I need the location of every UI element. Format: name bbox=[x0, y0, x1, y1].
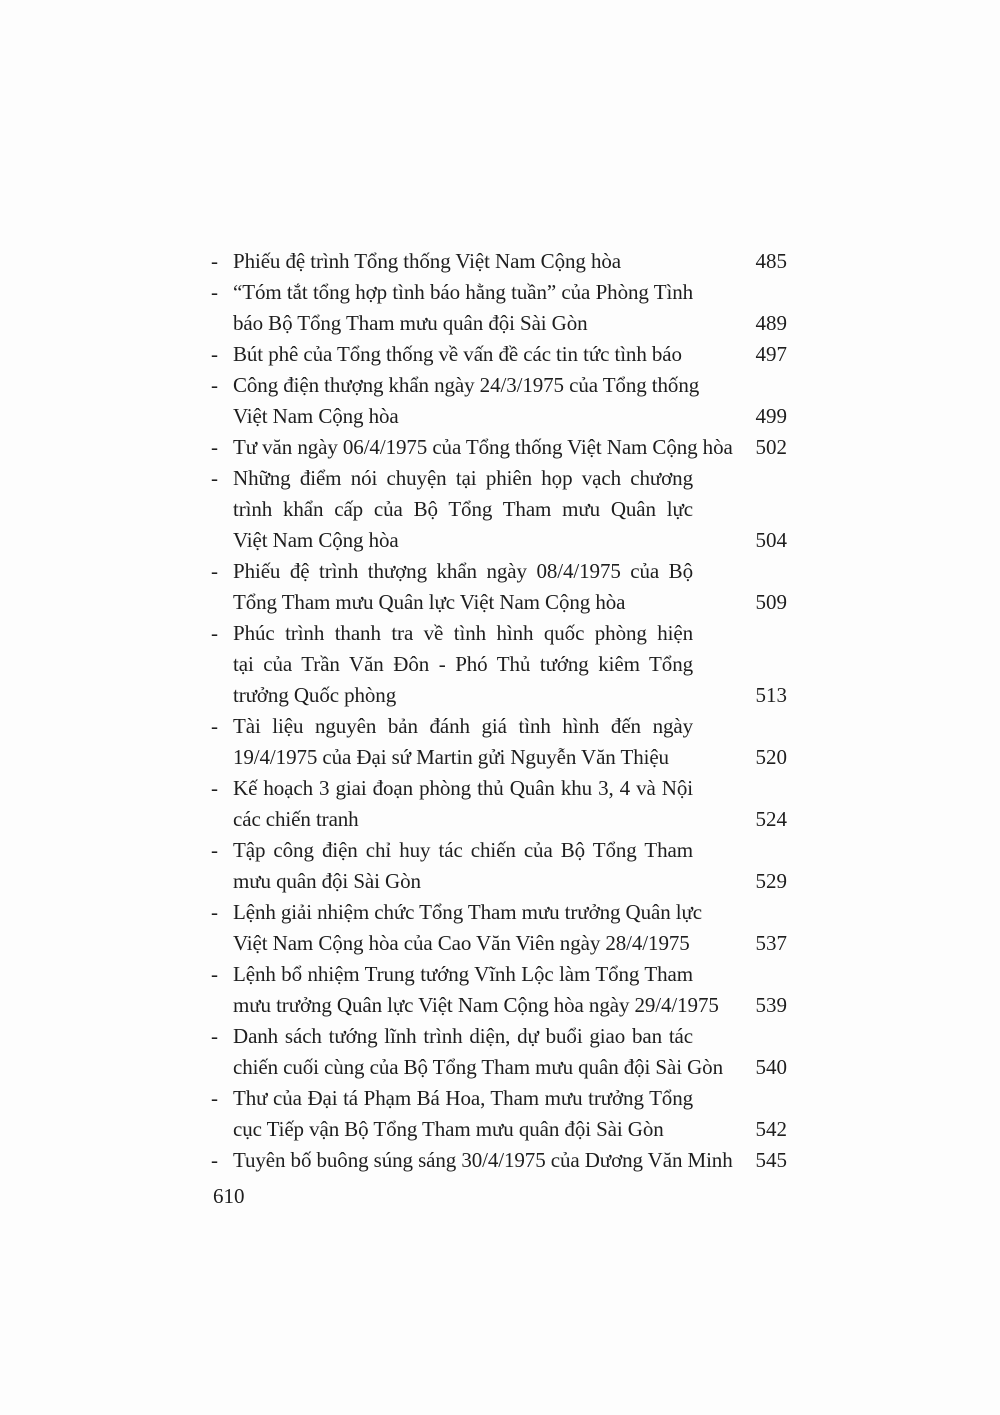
dash-bullet: - bbox=[211, 373, 218, 397]
toc-item-text-line: Danh sách tướng lĩnh trình diện, dự buổi giao ban tác bbox=[233, 1024, 693, 1048]
page-number-ref: 542 bbox=[755, 1117, 787, 1141]
dash-bullet: - bbox=[211, 1024, 218, 1048]
page-number-ref: 524 bbox=[755, 807, 787, 831]
toc-item-text bbox=[233, 1021, 723, 1083]
toc-item-text bbox=[233, 1083, 693, 1145]
toc-item-text bbox=[233, 370, 700, 432]
toc-item bbox=[211, 556, 787, 618]
page-number-ref: 509 bbox=[755, 590, 787, 614]
toc-item-text-line: Công điện thượng khẩn ngày 24/3/1975 của Tổng thống bbox=[233, 373, 700, 397]
toc-item-text-line: Những điểm nói chuyện tại phiên họp vạch chương bbox=[233, 466, 693, 490]
dash-bullet: - bbox=[211, 900, 218, 924]
dash-bullet: - bbox=[211, 435, 218, 459]
toc-item-text-line: Việt Nam Cộng hòa bbox=[233, 528, 399, 552]
page-number-ref: 489 bbox=[755, 311, 787, 335]
toc-item-text-line: 19/4/1975 của Đại sứ Martin gửi Nguyễn Văn Thiệu bbox=[233, 745, 669, 769]
dash-bullet: - bbox=[211, 621, 218, 645]
toc-item bbox=[211, 835, 787, 897]
toc-item bbox=[211, 370, 787, 432]
toc-item-text-line: tại của Trần Văn Đôn - Phó Thủ tướng kiêm Tổng bbox=[233, 652, 693, 676]
toc-item-text-line: Bút phê của Tổng thống về vấn đề các tin tức tình báo bbox=[233, 342, 682, 366]
toc-item bbox=[211, 959, 787, 1021]
toc-item bbox=[211, 711, 787, 773]
toc-item bbox=[211, 1145, 787, 1176]
dash-bullet: - bbox=[211, 1086, 218, 1110]
toc-item-text-line: trình khẩn cấp của Bộ Tổng Tham mưu Quân lực bbox=[233, 497, 693, 521]
toc-item bbox=[211, 897, 787, 959]
toc-item bbox=[211, 773, 787, 835]
toc-item bbox=[211, 432, 787, 463]
toc-item-text bbox=[233, 556, 693, 618]
toc-item bbox=[211, 339, 787, 370]
toc-item-text-line: Tài liệu nguyên bản đánh giá tình hình đến ngày bbox=[233, 714, 693, 738]
toc-item-text-line: Kế hoạch 3 giai đoạn phòng thủ Quân khu 3, 4 và Nội bbox=[233, 776, 693, 800]
toc-item-text bbox=[233, 1145, 733, 1176]
toc-item-text bbox=[233, 773, 693, 835]
dash-bullet: - bbox=[211, 776, 218, 800]
toc-item-text bbox=[233, 618, 693, 711]
toc-item bbox=[211, 246, 787, 277]
page-number-ref: 504 bbox=[755, 528, 787, 552]
dash-bullet: - bbox=[211, 838, 218, 862]
toc-item-text-line: chiến cuối cùng của Bộ Tổng Tham mưu quân đội Sài Gòn bbox=[233, 1055, 723, 1079]
dash-bullet: - bbox=[211, 249, 218, 273]
toc-item-text-line: Phiếu đệ trình thượng khẩn ngày 08/4/1975 của Bộ bbox=[233, 559, 693, 583]
toc-item bbox=[211, 1083, 787, 1145]
toc-item-text bbox=[233, 277, 693, 339]
toc-item bbox=[211, 463, 787, 556]
dash-bullet: - bbox=[211, 1148, 218, 1172]
toc-item-text-line: Tổng Tham mưu Quân lực Việt Nam Cộng hòa bbox=[233, 590, 626, 614]
toc-item-text-line: các chiến tranh bbox=[233, 807, 359, 831]
page-number-ref: 502 bbox=[755, 435, 787, 459]
toc-item bbox=[211, 1021, 787, 1083]
toc-item-text-line: Lệnh giải nhiệm chức Tổng Tham mưu trưởng Quân lực bbox=[233, 900, 703, 924]
page-number-ref: 499 bbox=[755, 404, 787, 428]
page-number-ref: 537 bbox=[755, 931, 787, 955]
page-number-ref: 497 bbox=[755, 342, 787, 366]
toc-item-text-line: Phúc trình thanh tra về tình hình quốc phòng hiện bbox=[233, 621, 693, 645]
dash-bullet: - bbox=[211, 342, 218, 366]
toc-item-text-line: Tuyên bố buông súng sáng 30/4/1975 của Dương Văn Minh bbox=[233, 1148, 733, 1172]
toc-item-text-line: Thư của Đại tá Phạm Bá Hoa, Tham mưu trưởng Tổng bbox=[233, 1086, 693, 1110]
toc-item bbox=[211, 618, 787, 711]
dash-bullet: - bbox=[211, 466, 218, 490]
page-number-ref: 540 bbox=[755, 1055, 787, 1079]
dash-bullet: - bbox=[211, 714, 218, 738]
toc-item-text bbox=[233, 463, 693, 556]
toc-item-text-line: Việt Nam Cộng hòa bbox=[233, 404, 399, 428]
toc-item-text-line: Việt Nam Cộng hòa của Cao Văn Viên ngày 28/4/1975 bbox=[233, 931, 690, 955]
dash-bullet: - bbox=[211, 280, 218, 304]
toc-item-text-line: báo Bộ Tổng Tham mưu quân đội Sài Gòn bbox=[233, 311, 588, 335]
toc-item-text bbox=[233, 959, 719, 1021]
toc-item-text bbox=[233, 835, 693, 897]
toc-item bbox=[211, 277, 787, 339]
toc-item-text bbox=[233, 339, 693, 370]
dash-bullet: - bbox=[211, 559, 218, 583]
toc-item-text-line: Lệnh bổ nhiệm Trung tướng Vĩnh Lộc làm Tổng Tham bbox=[233, 962, 693, 986]
dash-bullet: - bbox=[211, 962, 218, 986]
page-number-ref: 485 bbox=[755, 249, 787, 273]
table-of-contents bbox=[211, 246, 787, 1176]
page-number-ref: 539 bbox=[755, 993, 787, 1017]
toc-item-text bbox=[233, 246, 693, 277]
toc-item-text bbox=[233, 711, 693, 773]
page-number-ref: 520 bbox=[755, 745, 787, 769]
folio-page-number: 610 bbox=[213, 1184, 245, 1208]
toc-item-text-line: “Tóm tắt tổng hợp tình báo hằng tuần” của Phòng Tình bbox=[233, 280, 693, 304]
toc-item-text-line: trưởng Quốc phòng bbox=[233, 683, 397, 707]
toc-item-text-line: Phiếu đệ trình Tổng thống Việt Nam Cộng hòa bbox=[233, 249, 621, 273]
toc-item-text-line: mưu trưởng Quân lực Việt Nam Cộng hòa ngày 29/4/1975 bbox=[233, 993, 719, 1017]
toc-item-text-line: mưu quân đội Sài Gòn bbox=[233, 869, 421, 893]
toc-item-text-line: cục Tiếp vận Bộ Tổng Tham mưu quân đội Sài Gòn bbox=[233, 1117, 664, 1141]
page-number-ref: 545 bbox=[755, 1148, 787, 1172]
toc-item-text bbox=[233, 897, 703, 959]
page-number-ref: 529 bbox=[755, 869, 787, 893]
toc-item-text-line: Tập công điện chỉ huy tác chiến của Bộ Tổng Tham bbox=[233, 838, 693, 862]
toc-item-text-line: Tư văn ngày 06/4/1975 của Tổng thống Việt Nam Cộng hòa bbox=[233, 435, 733, 459]
toc-item-text bbox=[233, 432, 733, 463]
page-number-ref: 513 bbox=[755, 683, 787, 707]
